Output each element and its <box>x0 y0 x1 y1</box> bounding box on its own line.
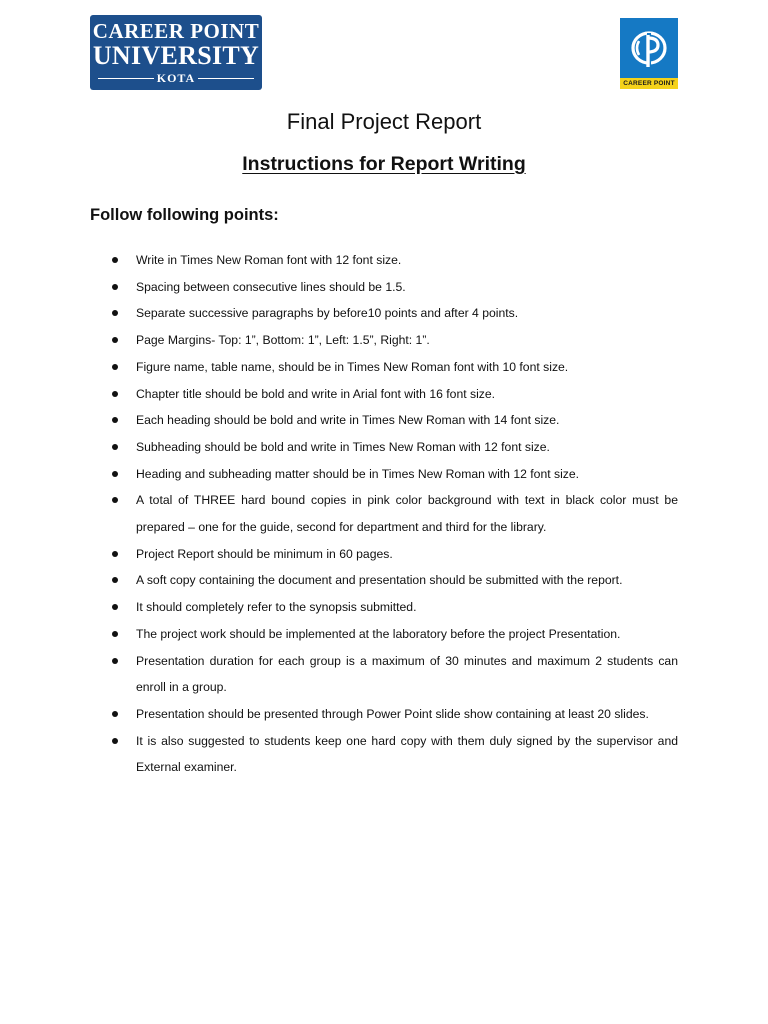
list-item <box>112 461 678 488</box>
list-item <box>112 594 678 621</box>
bullet-icon <box>112 604 118 610</box>
list-item-text: Subheading should be bold and write in Times New Roman with 12 font size. <box>136 439 550 454</box>
bullet-icon <box>112 417 118 423</box>
list-item-text: Presentation duration for each group is a maximum of 30 minutes and maximum 2 students can enroll in a group. <box>136 653 678 695</box>
list-item <box>112 487 678 540</box>
bullet-icon <box>112 391 118 397</box>
list-item <box>112 728 678 781</box>
list-item <box>112 434 678 461</box>
list-item-text: It is also suggested to students keep one hard copy with them duly signed by the supervisor and External examiner. <box>136 733 678 775</box>
list-item-text: Spacing between consecutive lines should be 1.5. <box>136 279 406 294</box>
bullet-icon <box>112 337 118 343</box>
university-logo-kota-row <box>98 71 254 85</box>
bullet-icon <box>112 364 118 370</box>
list-item-text: Chapter title should be bold and write in Arial font with 16 font size. <box>136 386 496 401</box>
instruction-list <box>112 247 678 781</box>
document-title: Final Project Report <box>286 109 482 134</box>
bullet-icon <box>112 738 118 744</box>
list-item <box>112 300 678 327</box>
bullet-icon <box>112 658 118 664</box>
list-item-text: Presentation should be presented through Power Point slide show containing at least 20 slides. <box>136 706 649 721</box>
bullet-icon <box>112 551 118 557</box>
university-logo-line1: CAREER POINT <box>92 19 260 43</box>
list-item-text: Each heading should be bold and write in Times New Roman with 14 font size. <box>136 413 560 428</box>
university-logo-line3: KOTA <box>156 71 196 85</box>
list-item-text: Page Margins- Top: 1”, Bottom: 1”, Left: 1.5”, Right: 1”. <box>136 333 430 348</box>
university-logo <box>90 15 262 90</box>
bullet-icon <box>112 471 118 477</box>
list-item <box>112 648 678 701</box>
list-item-text: Project Report should be minimum in 60 pages. <box>136 546 393 561</box>
logo-rule-right <box>198 78 254 79</box>
list-item-text: Figure name, table name, should be in Times New Roman font with 10 font size. <box>136 359 569 374</box>
bullet-icon <box>112 310 118 316</box>
section-heading: Follow following points: <box>90 206 279 224</box>
career-point-logo-emblem <box>620 18 678 78</box>
bullet-icon <box>112 497 118 503</box>
list-item <box>112 407 678 434</box>
list-item-text: A total of THREE hard bound copies in pink color background with text in black color must be prepared – one for the guide, second for department and third for the library. <box>136 493 678 535</box>
document-subtitle: Instructions for Report Writing <box>242 153 526 175</box>
bullet-icon <box>112 631 118 637</box>
list-item-text: Heading and subheading matter should be in Times New Roman with 12 font size. <box>136 466 580 481</box>
bullet-icon <box>112 577 118 583</box>
bullet-icon <box>112 444 118 450</box>
list-item-text: A soft copy containing the document and presentation should be submitted with the report. <box>136 573 623 588</box>
list-item <box>112 327 678 354</box>
career-point-emblem-icon <box>629 27 669 69</box>
list-item-text: Write in Times New Roman font with 12 font size. <box>136 253 402 267</box>
list-item <box>112 354 678 381</box>
career-point-logo-label: CAREER POINT <box>620 78 678 89</box>
bullet-icon <box>112 711 118 717</box>
list-item-text: It should completely refer to the synopsis submitted. <box>136 600 417 615</box>
list-item <box>112 381 678 408</box>
list-item <box>112 621 678 648</box>
list-item-text: The project work should be implemented at the laboratory before the project Presentation. <box>136 626 621 641</box>
university-logo-line2: UNIVERSITY <box>92 41 260 70</box>
list-item-text: Separate successive paragraphs by before10 points and after 4 points. <box>136 306 519 321</box>
list-item <box>112 567 678 594</box>
list-item <box>112 541 678 568</box>
bullet-icon <box>112 284 118 290</box>
career-point-logo <box>620 18 678 89</box>
list-item <box>112 701 678 728</box>
bullet-icon <box>112 257 118 263</box>
list-item <box>112 274 678 301</box>
list-item <box>112 247 678 274</box>
